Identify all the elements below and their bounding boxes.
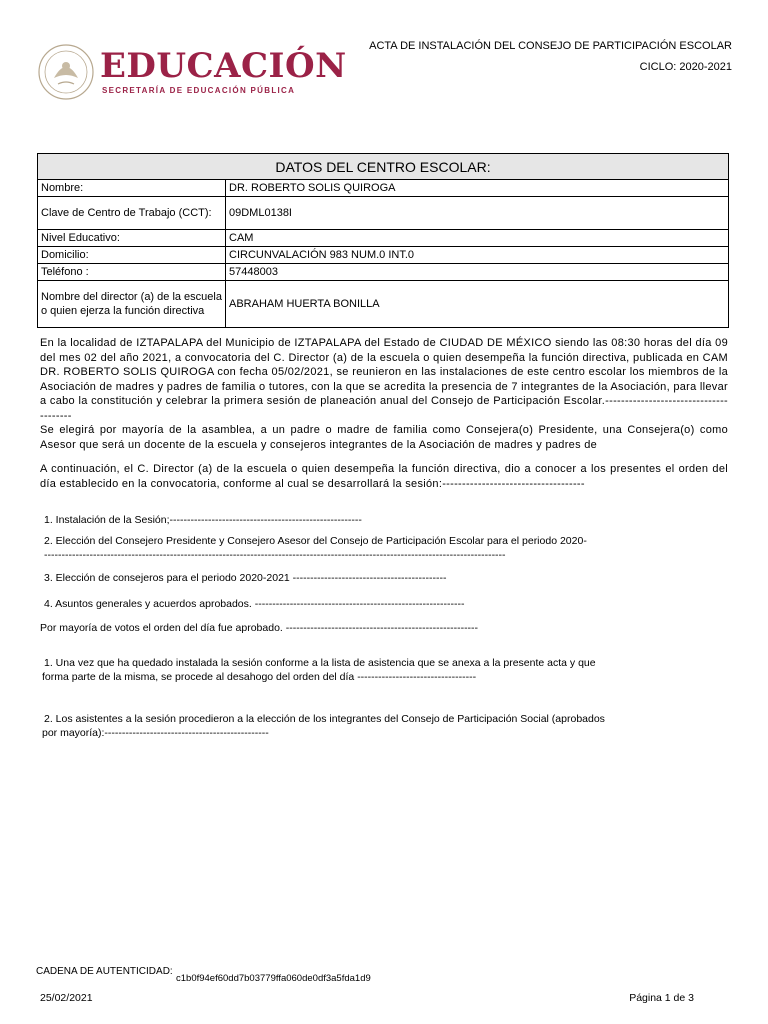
school-data-table [37,153,729,328]
table-heading: DATOS DEL CENTRO ESCOLAR: [38,154,729,180]
authenticity-label: CADENA DE AUTENTICIDAD: [36,966,173,977]
agenda-intro-paragraph: A continuación, el C. Director (a) de la escuela o quien desempeña la función directiva, dio a conocer a los presentes el orden del día establecido en la convocatoria, conforme al cual se desarrollará la sesión:------------------------------------ [40,463,728,490]
row-value-cct: 09DML0138I [226,197,729,230]
agenda-item-1: 1. Instalación de la Sesión;------------------------------------------------------- [44,514,362,526]
row-label-address: Domicilio: [38,247,226,264]
point-2-line-1: 2. Los asistentes a la sesión procedieron a la elección de los integrantes del Consejo de Participación Social (aprobados [44,713,605,725]
election-paragraph: Se elegirá por mayoría de la asamblea, a un padre o madre de familia como Consejera(o) Presidente, una Consejera(o) como Asesor que será un docente de la escuela y consejeros integrantes de la Asociación de madres y padres de [40,424,728,451]
row-label-level: Nivel Educativo: [38,230,226,247]
row-value-level: CAM [226,230,729,247]
agenda-item-2: 2. Elección del Consejero Presidente y Consejero Asesor del Consejo de Participación Escolar para el periodo 2020- [44,535,587,547]
point-1-line-1: 1. Una vez que ha quedado instalada la sesión conforme a la lista de asistencia que se anexa a la presente acta y que [44,657,596,669]
national-seal-icon [36,42,96,102]
row-value-director: ABRAHAM HUERTA BONILLA [226,281,729,328]
table-row [38,247,729,264]
table-row [38,180,729,197]
sep-logo [36,40,347,110]
point-1-line-2: forma parte de la misma, se procede al desahogo del orden del día ---------------------------------- [42,671,477,683]
agenda-item-3: 3. Elección de consejeros para el periodo 2020-2021 -------------------------------------------- [44,572,447,584]
agenda-item-2-continuation: ------------------------------------------------------------------------------------------------------------------------------------ [44,549,506,561]
school-cycle: CICLO: 2020-2021 [639,61,732,73]
row-label-director: Nombre del director (a) de la escuela o quien ejerza la función directiva [38,281,226,328]
agenda-item-4: 4. Asuntos generales y acuerdos aprobados. ------------------------------------------------------------ [44,598,465,610]
document-date: 25/02/2021 [40,992,93,1004]
agenda-approved: Por mayoría de votos el orden del día fue aprobado. ------------------------------------------------------- [40,622,479,634]
table-row [38,264,729,281]
intro-paragraph: En la localidad de IZTAPALAPA del Municipio de IZTAPALAPA del Estado de CIUDAD DE MÉXICO siendo las 08:30 horas del día 09 del mes 02 del año 2021, a convocatoria del C. Director (a) de la escuela o quien desempeña la función directiva, publicada en CAM DR. ROBERTO SOLIS QUIROGA con fecha 05/02/2021, se reunieron en las instalaciones de este centro escolar los miembros de la Asociación de madres y padres de familia o tutores, con la que se acredita la presencia de 7 integrantes de la Asociación, para llevar a cabo la constitución y celebrar la primera sesión de planeación anual del Consejo de Participación Escolar.--------------------------------------- [40,337,728,422]
document-title: ACTA DE INSTALACIÓN DEL CONSEJO DE PARTICIPACIÓN ESCOLAR [369,40,732,52]
table-row [38,281,729,328]
table-row [38,197,729,230]
row-label-cct: Clave de Centro de Trabajo (CCT): [38,197,226,230]
row-value-name: DR. ROBERTO SOLIS QUIROGA [226,180,729,197]
logo-subtitle: SECRETARÍA DE EDUCACIÓN PÚBLICA [102,86,296,95]
row-label-phone: Teléfono : [38,264,226,281]
row-value-phone: 57448003 [226,264,729,281]
row-label-name: Nombre: [38,180,226,197]
point-2-line-2: por mayoría):----------------------------------------------- [42,727,269,739]
table-row [38,230,729,247]
logo-title: EDUCACIÓN [100,46,347,86]
authenticity-hash: c1b0f94ef60dd7b03779ffa060de0df3a5fda1d9 [176,973,371,984]
page-number: Página 1 de 3 [629,992,694,1004]
row-value-address: CIRCUNVALACIÓN 983 NUM.0 INT.0 [226,247,729,264]
